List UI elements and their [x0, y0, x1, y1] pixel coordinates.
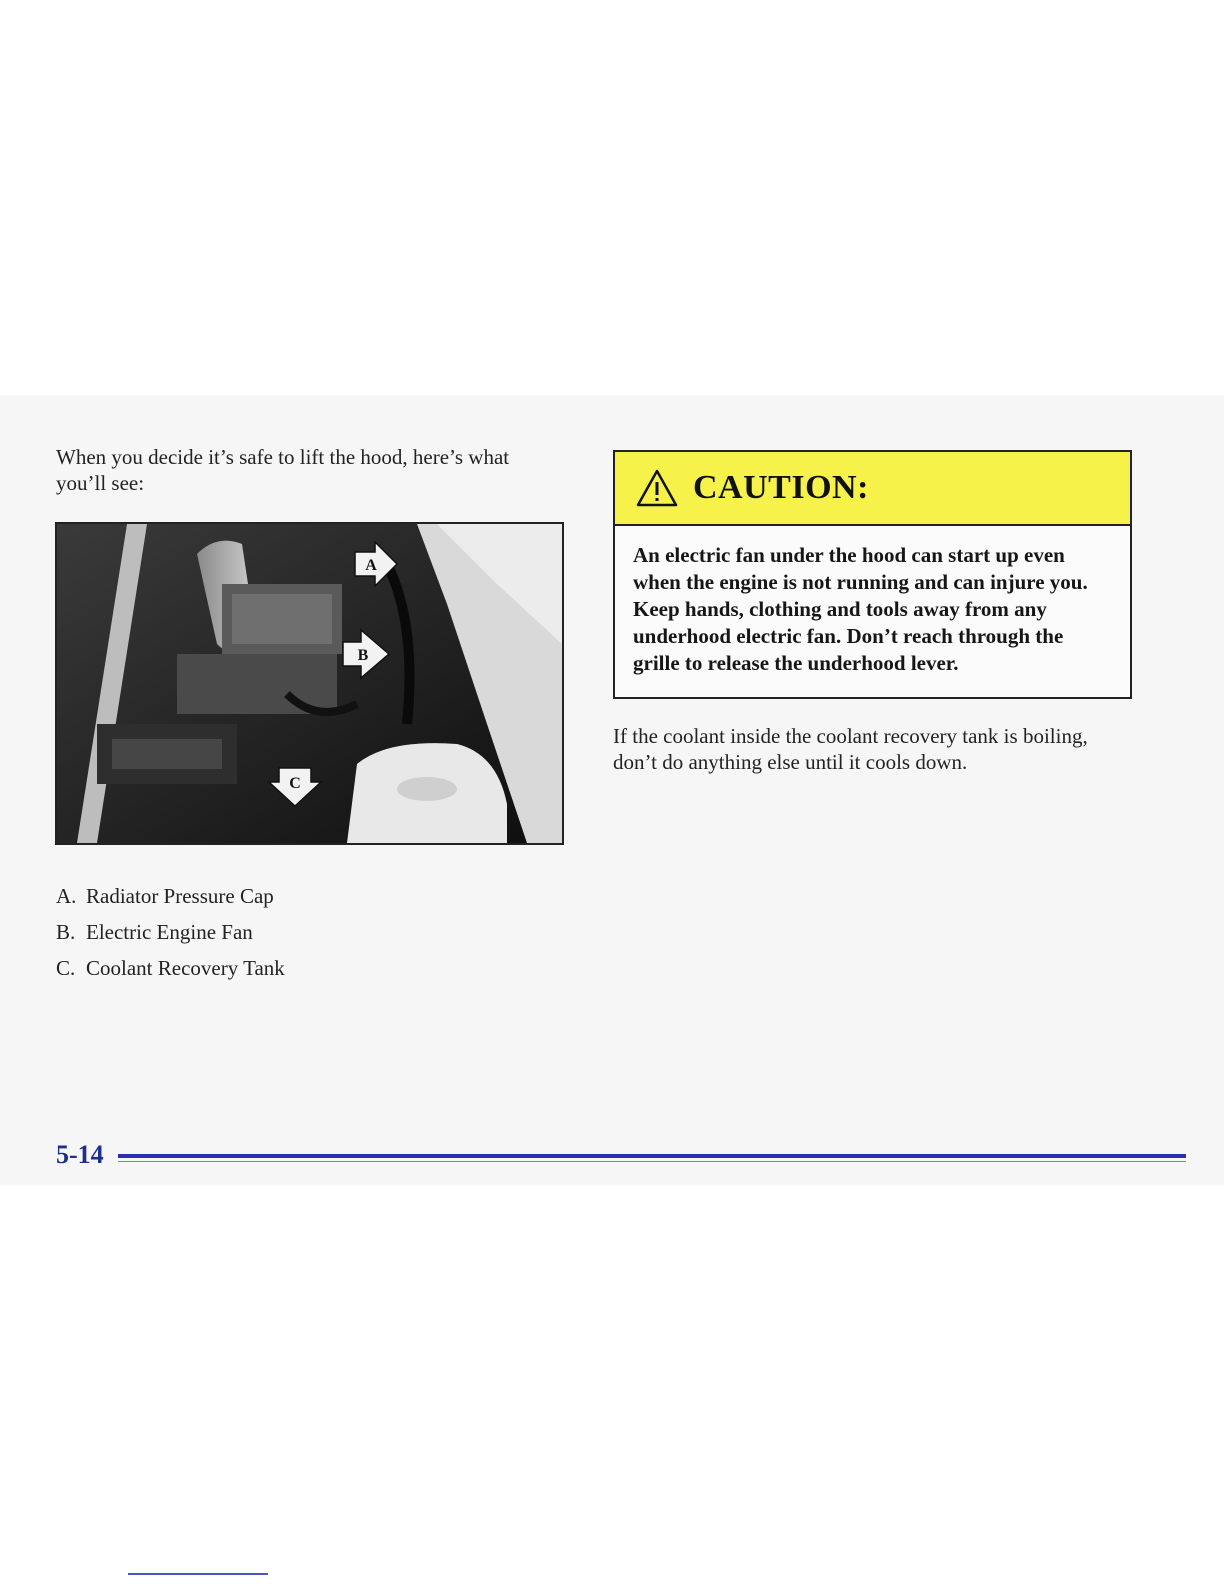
- caution-text: An electric fan under the hood can start up even when the engine is not running and can injure you. Keep hands, clothing and tools away from any underhood electric fan. Don’t reach through the grille to release the underhood lever.: [633, 543, 1088, 675]
- caution-title: CAUTION:: [693, 469, 869, 506]
- legend-item: [56, 914, 285, 950]
- engine-photo-illustration: [57, 524, 562, 843]
- legend-label: Radiator Pressure Cap: [86, 884, 274, 908]
- footer-rule-thin: [118, 1161, 1186, 1162]
- footer-rule: [118, 1154, 1186, 1158]
- legend-label: Electric Engine Fan: [86, 920, 253, 944]
- callout-b-label: B: [357, 647, 369, 664]
- boiling-coolant-note: If the coolant inside the coolant recovery tank is boiling, don’t do anything else until it cools down.: [613, 724, 1088, 774]
- legend-label: Coolant Recovery Tank: [86, 956, 285, 980]
- page-number: 5-14: [56, 1140, 104, 1169]
- legend-item: [56, 878, 285, 914]
- callout-a-label: A: [365, 557, 377, 574]
- legend-letter: B.: [56, 920, 76, 944]
- bottom-divider: [128, 1573, 268, 1575]
- caution-header: [615, 452, 1130, 526]
- photo-legend: [56, 878, 285, 986]
- page-footer: [56, 1140, 1136, 1170]
- caution-box: [613, 450, 1132, 699]
- legend-letter: A.: [56, 884, 77, 908]
- legend-letter: C.: [56, 956, 76, 980]
- callout-c-label: C: [289, 775, 301, 792]
- legend-item: [56, 950, 285, 986]
- engine-compartment-photo: [55, 522, 564, 845]
- warning-triangle-icon: [635, 468, 679, 508]
- intro-paragraph: When you decide it’s safe to lift the hood, here’s what you’ll see:: [56, 445, 510, 495]
